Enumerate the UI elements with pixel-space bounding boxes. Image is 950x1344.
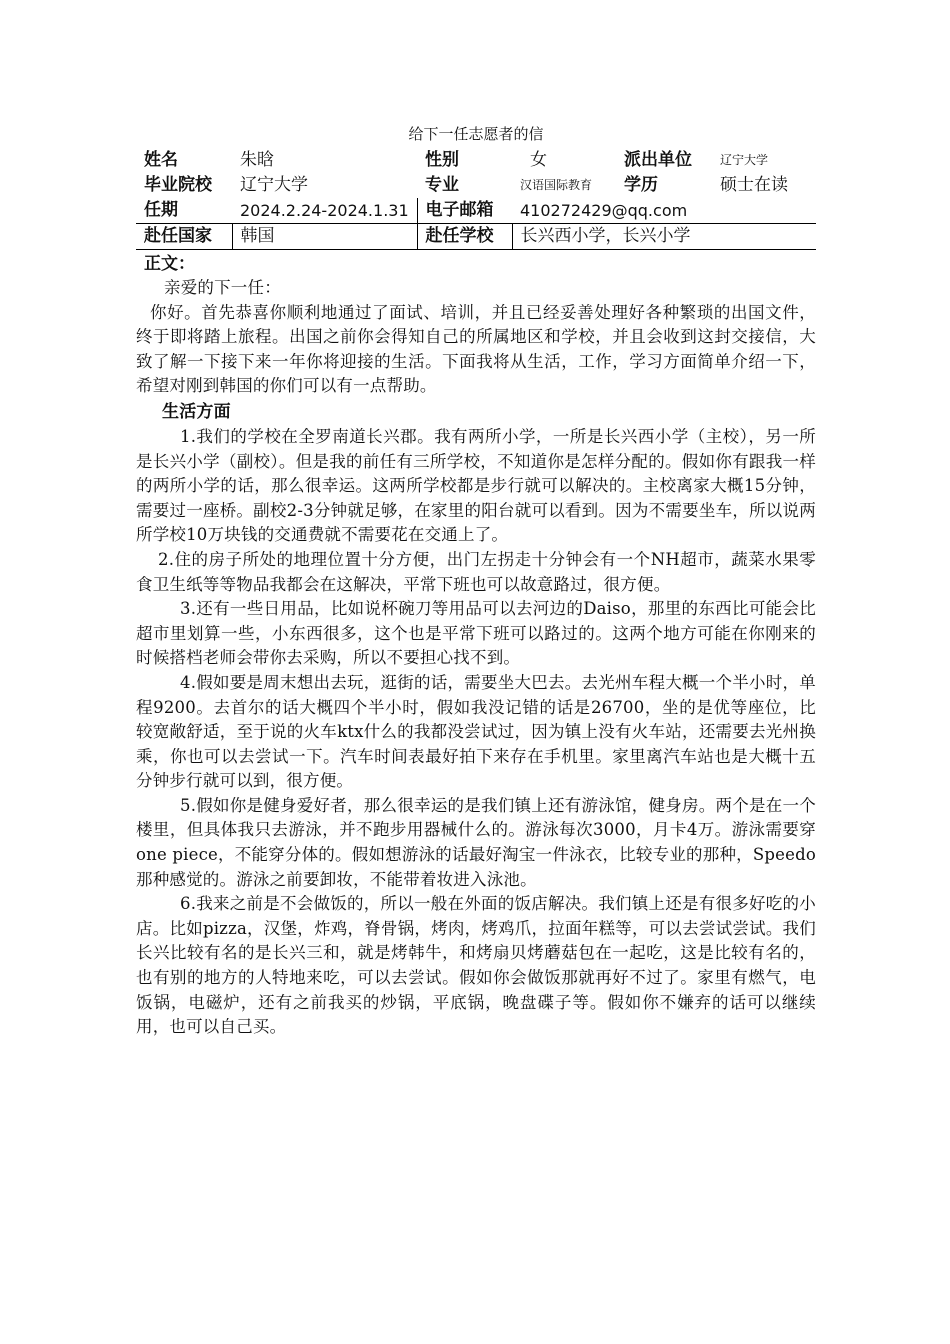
major-label: 专业 — [425, 175, 459, 195]
info-row-3 — [136, 198, 816, 224]
paragraph-1: 1.我们的学校在全罗南道长兴郡。我有两所小学，一所是长兴西小学（主校），另一所是长兴小学（副校）。但是我的前任有三所学校，不知道你是怎样分配的。假如你有跟我一样的两所小学的话，那么很幸运。这两所学校都是步行就可以解决的。主校离家大概15分钟，需要过一座桥。副校2-3分钟就足够，在家里的阳台就可以看到。因为不需要坐车，所以说两所学校10万块钱的交通费就不需要花在交通上了。 — [136, 426, 816, 545]
degree-value: 硕士在读 — [720, 175, 788, 195]
country-label: 赴任国家 — [136, 224, 232, 250]
school-label: 毕业院校 — [144, 175, 212, 195]
major-value: 汉语国际教育 — [520, 178, 593, 192]
info-row-1 — [136, 148, 816, 173]
country-value: 韩国 — [232, 224, 417, 250]
term-value: 2024.2.24-2024.1.31 — [232, 198, 417, 224]
post-school-value: 长兴西小学，长兴小学 — [512, 224, 816, 250]
email-value: 410272429@qq.com — [512, 198, 816, 224]
info-row-4 — [136, 224, 816, 250]
email-label: 电子邮箱 — [417, 198, 512, 224]
letter-page — [136, 120, 816, 1040]
post-school-label: 赴任学校 — [417, 224, 512, 250]
body-label: 正文： — [144, 254, 195, 274]
degree-label: 学历 — [624, 175, 658, 195]
document-title: 给下一任志愿者的信 — [408, 125, 544, 143]
paragraph-2: 2.住的房子所处的地理位置十分方便，出门左拐走十分钟会有一个NH超市，蔬菜水果零食卫生纸等等物品我都会在这解决，平常下班也可以故意路过，很方便。 — [136, 549, 816, 594]
paragraph-6: 6.我来之前是不会做饭的，所以一般在外面的饭店解决。我们镇上还是有很多好吃的小店。比如pizza，汉堡，炸鸡，脊骨锅，烤肉，烤鸡爪，拉面年糕等，可以去尝试尝试。我们长兴比较有名的是长兴三和，就是烤韩牛，和烤扇贝烤蘑菇包在一起吃，这是比较有名的，也有别的地方的人特地来吃，可以去尝试。假如你会做饭那就再好不过了。家里有燃气，电饭锅，电磁炉，还有之前我买的炒锅，平底锅，晚盘碟子等。假如你不嫌弃的话可以继续用，也可以自己买。 — [136, 894, 816, 1037]
dispatch-label: 派出单位 — [624, 150, 692, 170]
info-row-2 — [136, 173, 816, 198]
paragraph-5: 5.假如你是健身爱好者，那么很幸运的是我们镇上还有游泳馆，健身房。两个是在一个楼里，但具体我只去游泳，并不跑步用器械什么的。游泳每次3000，月卡4万。游泳需要穿one piece，不能穿分体的。假如想游泳的话最好淘宝一件泳衣，比较专业的那种，Speedo那种感觉的。游泳之前要卸妆，不能带着妆进入泳池。 — [136, 795, 816, 889]
gender-label: 性别 — [425, 150, 459, 170]
paragraph-4: 4.假如要是周末想出去玩，逛街的话，需要坐大巴去。去光州车程大概一个半小时，单程9200。去首尔的话大概四个半小时，假如我没记错的话是26700，坐的是优等座位，比较宽敞舒适，至于说的火车ktx什么的我都没尝试过，因为镇上没有火车站，还需要去光州换乘，你也可以去尝试一下。汽车时间表最好拍下来存在手机里。家里离汽车站也是大概十五分钟步行就可以到，很方便。 — [136, 672, 816, 791]
intro-paragraph: 你好。首先恭喜你顺利地通过了面试、培训，并且已经妥善处理好各种繁琐的出国文件，终于即将踏上旅程。出国之前你会得知自己的所属地区和学校，并且会收到这封交接信，大致了解一下接下来一年你将迎接的生活。下面我将从生活，工作，学习方面简单介绍一下，希望对刚到韩国的你们可以有一点帮助。 — [136, 302, 816, 396]
section-heading-life: 生活方面 — [162, 401, 231, 422]
term-label: 任期 — [136, 198, 232, 224]
volunteer-info-table — [136, 148, 816, 250]
greeting: 亲爱的下一任： — [164, 278, 281, 297]
school-value: 辽宁大学 — [240, 175, 308, 195]
paragraph-3: 3.还有一些日用品，比如说杯碗刀等用品可以去河边的Daiso，那里的东西比可能会比超市里划算一些，小东西很多，这个也是平常下班可以路过的。这两个地方可能在你刚来的时候搭档老师会带你去采购，所以不要担心找不到。 — [136, 599, 816, 668]
name-value: 朱晗 — [240, 150, 274, 170]
name-label: 姓名 — [144, 150, 178, 170]
dispatch-value: 辽宁大学 — [720, 153, 769, 167]
gender-value: 女 — [530, 150, 547, 170]
letter-body — [136, 276, 816, 1040]
